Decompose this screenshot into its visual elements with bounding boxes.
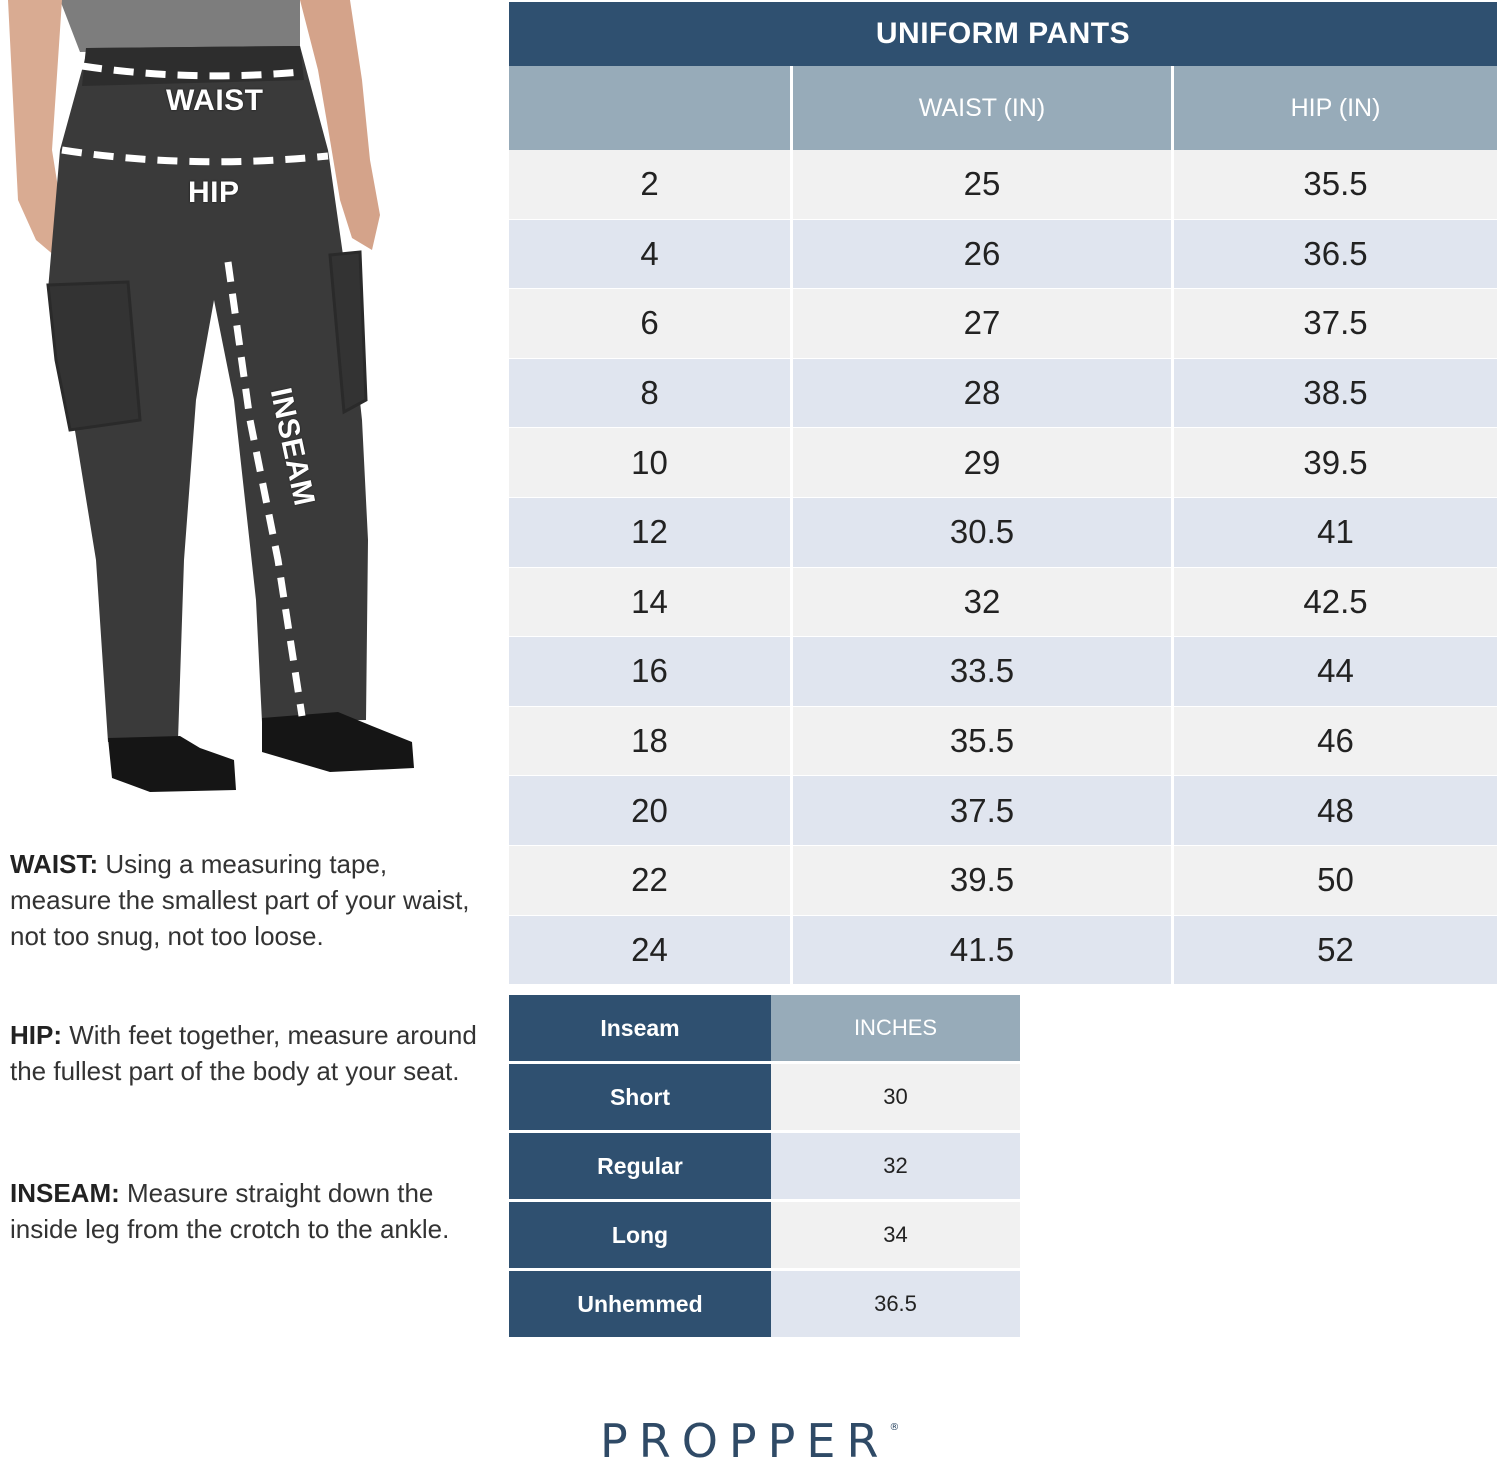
instruction-text: Measure straight down the inside leg from the crotch to the ankle. xyxy=(10,1178,450,1244)
size-row xyxy=(509,289,1497,359)
size-row xyxy=(509,498,1497,568)
waist-cell: 29 xyxy=(793,428,1174,497)
inches-cell: 34 xyxy=(771,1202,1020,1268)
waist-cell: 41.5 xyxy=(793,916,1174,985)
size-cell: 22 xyxy=(509,846,793,915)
size-row xyxy=(509,916,1497,986)
hip-cell: 46 xyxy=(1317,722,1354,760)
instruction-term: INSEAM: xyxy=(10,1178,120,1208)
size-row xyxy=(509,150,1497,220)
hip-cell: 48 xyxy=(1317,791,1354,829)
size-cell: 8 xyxy=(509,359,793,428)
inseam-figure-label: INSEAM xyxy=(263,384,321,509)
instruction-text: With feet together, measure around the fullest part of the body at your seat. xyxy=(10,1020,477,1086)
inseam-row xyxy=(509,1271,1020,1340)
inseam-row xyxy=(509,1064,1020,1133)
brand-name: PROPPER xyxy=(600,1414,890,1468)
waist-cell: 28 xyxy=(793,359,1174,428)
propper-logo xyxy=(600,1414,899,1468)
size-cell: 20 xyxy=(509,776,793,845)
waist-cell: 26 xyxy=(793,220,1174,289)
waist-cell: 39.5 xyxy=(793,846,1174,915)
size-row xyxy=(509,637,1497,707)
hip-cell: 37.5 xyxy=(1303,304,1368,342)
hip-cell: 41 xyxy=(1317,513,1354,551)
uniform-pants-size-table xyxy=(509,2,1497,985)
waist-cell: 35.5 xyxy=(793,707,1174,776)
size-row xyxy=(509,568,1497,638)
hip-cell: 42.5 xyxy=(1303,582,1368,620)
inches-cell: 36.5 xyxy=(771,1271,1020,1337)
size-cell: 16 xyxy=(509,637,793,706)
size-row xyxy=(509,846,1497,916)
header-waist: WAIST (IN) xyxy=(793,66,1174,150)
size-cell: 2 xyxy=(509,150,793,219)
hip-cell: 44 xyxy=(1317,652,1354,690)
instruction-term: WAIST: xyxy=(10,849,99,879)
inches-cell: 32 xyxy=(771,1133,1020,1199)
header-hip: HIP (IN) xyxy=(1290,93,1381,122)
waist-cell: 32 xyxy=(793,568,1174,637)
size-table-title: UNIFORM PANTS xyxy=(509,2,1497,66)
inseam-length-cell: Unhemmed xyxy=(509,1271,771,1337)
hip-cell: 35.5 xyxy=(1303,165,1368,203)
right-boot-shape xyxy=(262,712,414,772)
inseam-length-cell: Long xyxy=(509,1202,771,1268)
inseam-instruction xyxy=(10,1175,480,1247)
shirt-shape xyxy=(60,0,300,52)
hip-cell: 38.5 xyxy=(1303,374,1368,412)
pants-figure xyxy=(0,0,470,820)
hip-cell: 39.5 xyxy=(1303,443,1368,481)
waist-figure-label: WAIST xyxy=(166,84,264,117)
waist-instruction xyxy=(10,846,480,954)
size-cell: 14 xyxy=(509,568,793,637)
inseam-table-body xyxy=(509,1064,1020,1340)
header-inseam: Inseam xyxy=(509,995,771,1061)
size-row xyxy=(509,428,1497,498)
size-row xyxy=(509,707,1497,777)
size-cell: 12 xyxy=(509,498,793,567)
waist-cell: 37.5 xyxy=(793,776,1174,845)
inseam-row xyxy=(509,1202,1020,1271)
size-cell: 6 xyxy=(509,289,793,358)
instruction-text: Using a measuring tape, measure the smallest part of your waist, not too snug, not too loose. xyxy=(10,849,470,951)
waist-cell: 33.5 xyxy=(793,637,1174,706)
size-cell: 24 xyxy=(509,916,793,985)
header-inches: INCHES xyxy=(771,995,1020,1061)
pants-measurement-illustration xyxy=(0,0,470,820)
inseam-length-cell: Regular xyxy=(509,1133,771,1199)
size-table-body xyxy=(509,150,1497,985)
waistband-shape xyxy=(82,46,304,86)
inseam-row xyxy=(509,1133,1020,1202)
left-cargo-pocket-shape xyxy=(48,282,140,430)
size-table-header-row xyxy=(509,66,1497,150)
hip-cell: 50 xyxy=(1317,861,1354,899)
hip-cell: 52 xyxy=(1317,930,1354,968)
waist-cell: 27 xyxy=(793,289,1174,358)
header-size xyxy=(509,66,793,150)
size-row xyxy=(509,359,1497,429)
hip-cell: 36.5 xyxy=(1303,234,1368,272)
inseam-length-cell: Short xyxy=(509,1064,771,1130)
left-boot-shape xyxy=(108,736,236,792)
waist-cell: 25 xyxy=(793,150,1174,219)
size-cell: 4 xyxy=(509,220,793,289)
hip-instruction xyxy=(10,1017,480,1089)
hip-figure-label: HIP xyxy=(188,176,240,209)
instruction-term: HIP: xyxy=(10,1020,62,1050)
size-cell: 18 xyxy=(509,707,793,776)
inseam-table-header-row xyxy=(509,995,1020,1064)
size-row xyxy=(509,220,1497,290)
inches-cell: 30 xyxy=(771,1064,1020,1130)
size-cell: 10 xyxy=(509,428,793,497)
inseam-table xyxy=(509,995,1020,1340)
waist-cell: 30.5 xyxy=(793,498,1174,567)
size-row xyxy=(509,776,1497,846)
registered-mark: ® xyxy=(889,1422,900,1433)
